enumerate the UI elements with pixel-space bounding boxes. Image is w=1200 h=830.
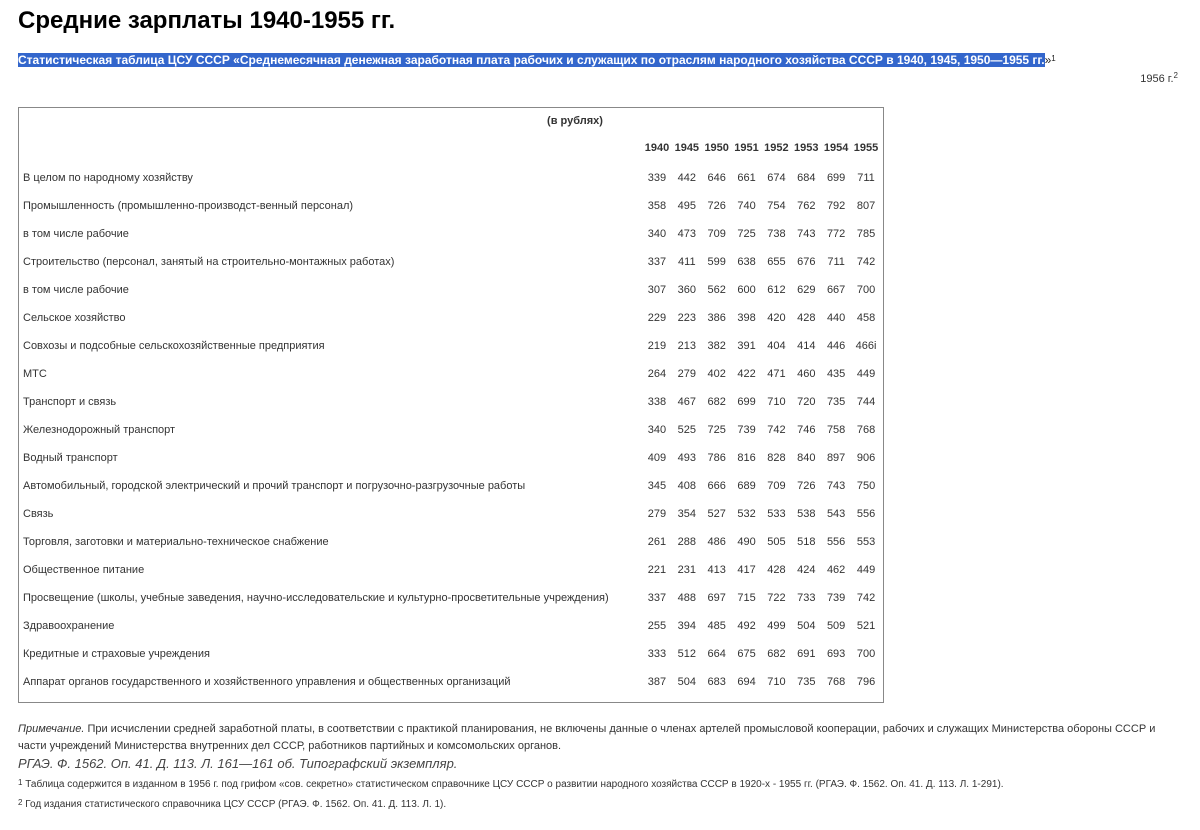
cell-value: 509 (826, 620, 846, 632)
footnote-1-num: 1 (18, 778, 23, 787)
cell-value: 646 (707, 172, 726, 184)
footnote-ref-1[interactable]: 1 (1051, 54, 1056, 63)
table-row (21, 388, 881, 416)
cell-value: 735 (826, 396, 846, 408)
salary-table (21, 110, 881, 696)
cell-value: 435 (826, 368, 846, 380)
cell-value: 750 (856, 480, 876, 492)
cell-value: 722 (767, 592, 786, 604)
cell-value: 340 (647, 424, 667, 436)
row-label: Торговля, заготовки и материально-техническое снабжение (23, 536, 329, 548)
cell-value: 553 (856, 536, 876, 548)
cell-value: 386 (707, 312, 726, 324)
cell-value: 340 (647, 228, 667, 240)
cell-value: 743 (797, 228, 816, 240)
year-header-1954: 1954 (823, 142, 849, 154)
row-label: Совхозы и подсобные сельскохозяйственные предприятия (23, 340, 325, 352)
cell-value: 533 (767, 508, 786, 520)
cell-value: 682 (707, 396, 726, 408)
table-row (21, 220, 881, 248)
row-label: Автомобильный, городской электрический и прочий транспорт и погрузочно-разгрузочные работы (23, 480, 526, 492)
table-caption (18, 52, 1183, 69)
cell-value: 261 (647, 536, 667, 548)
cell-value: 504 (677, 676, 696, 688)
cell-value: 532 (737, 508, 756, 520)
footnote-1 (18, 777, 1158, 793)
year-header-1940: 1940 (644, 142, 670, 154)
cell-value: 710 (767, 676, 786, 688)
cell-value: 337 (647, 256, 667, 268)
footnote-2-text: Год издания статистического справочника ЦСУ СССР (РГАЭ. Ф. 1562. Оп. 41. Д. 113. Л. 1). (22, 799, 447, 810)
cell-value: 229 (647, 312, 667, 324)
cell-value: 772 (826, 228, 846, 240)
remark-text: При исчислении средней заработной платы, в соответствии с практикой планирования, не включены данные о членах артелей промысловой кооперации, рабочих и служащих Министерства обороны СССР и части учреждений Министерства внутренних дел СССР, работников партийных и комсомольских органов. (18, 723, 1156, 752)
cell-value: 739 (826, 592, 846, 604)
cell-value: 391 (737, 340, 756, 352)
cell-value: 221 (647, 564, 667, 576)
cell-value: 449 (856, 368, 876, 380)
cell-value: 337 (647, 592, 667, 604)
row-label: Связь (23, 508, 54, 520)
cell-value: 906 (856, 452, 876, 464)
cell-value: 674 (767, 172, 786, 184)
caption-tail: » (1044, 53, 1052, 67)
table-row (21, 472, 881, 500)
table-row (21, 640, 881, 668)
cell-value: 333 (647, 648, 667, 660)
footnote-2 (18, 797, 1158, 813)
cell-value: 684 (797, 172, 816, 184)
unit-label: (в рублях) (547, 115, 603, 127)
cell-value: 612 (767, 284, 786, 296)
cell-value: 689 (737, 480, 756, 492)
cell-value: 699 (737, 396, 756, 408)
row-label: Железнодорожный транспорт (23, 424, 176, 436)
table-row (21, 556, 881, 584)
cell-value: 449 (856, 564, 876, 576)
cell-value: 683 (707, 676, 726, 688)
selected-text[interactable]: Статистическая таблица ЦСУ СССР «Среднемесячная денежная заработная плата рабочих и служащих по отраслям народного хозяйства СССР в 1940, 1945, 1950—1955 гг. (18, 53, 1045, 67)
cell-value: 417 (737, 564, 756, 576)
cell-value: 725 (707, 424, 726, 436)
cell-value: 446 (826, 340, 846, 352)
cell-value: 288 (677, 536, 696, 548)
cell-value: 338 (647, 396, 667, 408)
cell-value: 490 (737, 536, 756, 548)
cell-value: 742 (856, 256, 876, 268)
cell-value: 709 (707, 228, 726, 240)
row-label: Кредитные и страховые учреждения (23, 648, 210, 660)
cell-value: 726 (797, 480, 816, 492)
year-header-1953: 1953 (794, 142, 819, 154)
cell-value: 442 (677, 172, 696, 184)
table-row (21, 444, 881, 472)
cell-value: 709 (767, 480, 786, 492)
cell-value: 655 (767, 256, 786, 268)
unit-row (21, 110, 881, 132)
cell-value: 473 (677, 228, 696, 240)
year-header-1945: 1945 (674, 142, 700, 154)
cell-value: 504 (797, 620, 816, 632)
cell-value: 667 (826, 284, 846, 296)
cell-value: 638 (737, 256, 756, 268)
year-note-text: 1956 г. (1140, 73, 1174, 85)
cell-value: 897 (826, 452, 846, 464)
cell-value: 360 (677, 284, 696, 296)
cell-value: 521 (856, 620, 876, 632)
table-row (21, 248, 881, 276)
salary-table-frame (18, 107, 884, 703)
cell-value: 742 (767, 424, 786, 436)
cell-value: 816 (737, 452, 756, 464)
cell-value: 428 (797, 312, 816, 324)
notes (18, 721, 1158, 813)
cell-value: 758 (826, 424, 846, 436)
cell-value: 358 (647, 200, 667, 212)
cell-value: 499 (767, 620, 786, 632)
cell-value: 629 (797, 284, 816, 296)
row-label: Сельское хозяйство (23, 312, 126, 324)
year-header-1951: 1951 (734, 142, 759, 154)
row-label: Просвещение (школы, учебные заведения, научно-исследовательские и культурно-просветительные учреждения) (23, 592, 609, 604)
cell-value: 700 (856, 284, 876, 296)
cell-value: 556 (856, 508, 876, 520)
cell-value: 518 (797, 536, 816, 548)
row-label: Общественное питание (23, 564, 145, 576)
cell-value: 693 (826, 648, 846, 660)
row-label: МТС (23, 368, 47, 380)
table-row (21, 584, 881, 612)
cell-value: 768 (826, 676, 846, 688)
row-label: в том числе рабочие (23, 284, 129, 296)
cell-value: 527 (707, 508, 726, 520)
cell-value: 525 (677, 424, 696, 436)
cell-value: 223 (677, 312, 696, 324)
table-row (21, 304, 881, 332)
table-row (21, 164, 881, 192)
cell-value: 354 (677, 508, 696, 520)
cell-value: 279 (677, 368, 696, 380)
cell-value: 466i (855, 340, 877, 352)
cell-value: 666 (707, 480, 726, 492)
remark (18, 721, 1158, 755)
cell-value: 743 (826, 480, 846, 492)
cell-value: 720 (797, 396, 816, 408)
cell-value: 600 (737, 284, 756, 296)
cell-value: 411 (678, 256, 696, 268)
cell-value: 711 (827, 256, 845, 268)
cell-value: 467 (677, 396, 696, 408)
cell-value: 828 (767, 452, 786, 464)
cell-value: 495 (677, 200, 696, 212)
table-row (21, 416, 881, 444)
cell-value: 754 (767, 200, 786, 212)
row-label: Аппарат органов государственного и хозяйственного управления и общественных организаций (23, 676, 511, 688)
cell-value: 726 (707, 200, 726, 212)
cell-value: 219 (647, 340, 667, 352)
row-label: Промышленность (промышленно-производст-венный персонал) (23, 200, 354, 212)
cell-value: 231 (677, 564, 696, 576)
cell-value: 694 (737, 676, 756, 688)
cell-value: 807 (856, 200, 876, 212)
year-header-1950: 1950 (704, 142, 729, 154)
cell-value: 740 (737, 200, 756, 212)
cell-value: 404 (767, 340, 786, 352)
cell-value: 458 (856, 312, 876, 324)
row-label: Строительство (персонал, занятый на строительно-монтажных работах) (23, 256, 395, 268)
cell-value: 738 (767, 228, 786, 240)
cell-value: 676 (797, 256, 816, 268)
year-header-1952: 1952 (764, 142, 789, 154)
cell-value: 682 (767, 648, 786, 660)
table-row (21, 276, 881, 304)
cell-value: 792 (826, 200, 846, 212)
cell-value: 428 (767, 564, 786, 576)
cell-value: 255 (647, 620, 667, 632)
cell-value: 414 (797, 340, 816, 352)
cell-value: 675 (737, 648, 756, 660)
cell-value: 398 (737, 312, 756, 324)
cell-value: 409 (647, 452, 667, 464)
cell-value: 460 (797, 368, 816, 380)
table-row (21, 192, 881, 220)
cell-value: 735 (797, 676, 816, 688)
cell-value: 486 (707, 536, 726, 548)
row-label: в том числе рабочие (23, 228, 129, 240)
archive-reference: РГАЭ. Ф. 1562. Оп. 41. Д. 113. Л. 161—161 об. Типографский экземпляр. (18, 756, 458, 771)
cell-value: 556 (826, 536, 846, 548)
cell-value: 562 (707, 284, 726, 296)
cell-value: 538 (797, 508, 816, 520)
cell-value: 408 (677, 480, 696, 492)
table-row (21, 528, 881, 556)
table-row (21, 360, 881, 388)
cell-value: 424 (797, 564, 816, 576)
year-header-row (21, 132, 881, 164)
cell-value: 739 (737, 424, 756, 436)
row-label: Транспорт и связь (23, 396, 117, 408)
cell-value: 402 (707, 368, 726, 380)
cell-value: 485 (707, 620, 726, 632)
row-label: Водный транспорт (23, 452, 118, 464)
cell-value: 786 (707, 452, 726, 464)
year-note (18, 73, 1178, 89)
cell-value: 387 (647, 676, 667, 688)
cell-value: 744 (856, 396, 876, 408)
cell-value: 420 (767, 312, 786, 324)
cell-value: 691 (797, 648, 816, 660)
cell-value: 697 (707, 592, 726, 604)
cell-value: 785 (856, 228, 876, 240)
remark-label: Примечание. (18, 723, 85, 735)
cell-value: 440 (826, 312, 846, 324)
cell-value: 664 (707, 648, 726, 660)
cell-value: 762 (797, 200, 816, 212)
table-row (21, 500, 881, 528)
cell-value: 279 (647, 508, 667, 520)
cell-value: 768 (856, 424, 876, 436)
cell-value: 796 (856, 676, 876, 688)
cell-value: 422 (737, 368, 756, 380)
cell-value: 213 (677, 340, 696, 352)
cell-value: 505 (767, 536, 786, 548)
cell-value: 725 (737, 228, 756, 240)
cell-value: 543 (826, 508, 846, 520)
cell-value: 661 (737, 172, 756, 184)
table-row (21, 332, 881, 360)
cell-value: 492 (737, 620, 756, 632)
footnote-2-num: 2 (18, 798, 23, 807)
cell-value: 715 (737, 592, 756, 604)
cell-value: 746 (797, 424, 816, 436)
table-row (21, 668, 881, 696)
row-label: В целом по народному хозяйству (23, 172, 193, 184)
cell-value: 733 (797, 592, 816, 604)
cell-value: 742 (856, 592, 876, 604)
cell-value: 307 (647, 284, 667, 296)
cell-value: 711 (857, 172, 875, 184)
page-title: Средние зарплаты 1940-1955 гг. (18, 7, 396, 34)
cell-value: 471 (767, 368, 786, 380)
footnote-ref-2[interactable]: 2 (1173, 71, 1178, 80)
row-label: Здравоохранение (23, 620, 115, 632)
cell-value: 345 (647, 480, 667, 492)
cell-value: 493 (677, 452, 696, 464)
header-empty (21, 132, 642, 164)
cell-value: 413 (707, 564, 726, 576)
footnote-1-text: Таблица содержится в изданном в 1956 г. под грифом «сов. секретно» статистическом справочнике ЦСУ СССР о развитии народного хозяйства СССР в 1920-х - 1955 гг. (РГАЭ. Ф. 1562. Оп. 41. Д. 113. Л. 1-291). (22, 779, 1004, 790)
cell-value: 840 (797, 452, 816, 464)
cell-value: 264 (647, 368, 667, 380)
cell-value: 462 (826, 564, 846, 576)
cell-value: 488 (677, 592, 696, 604)
table-row (21, 612, 881, 640)
table-body (21, 164, 881, 696)
cell-value: 339 (647, 172, 667, 184)
cell-value: 700 (856, 648, 876, 660)
year-header-1955: 1955 (853, 142, 879, 154)
cell-value: 599 (707, 256, 726, 268)
cell-value: 382 (707, 340, 726, 352)
cell-value: 699 (826, 172, 846, 184)
cell-value: 710 (767, 396, 786, 408)
cell-value: 512 (677, 648, 696, 660)
cell-value: 394 (677, 620, 696, 632)
